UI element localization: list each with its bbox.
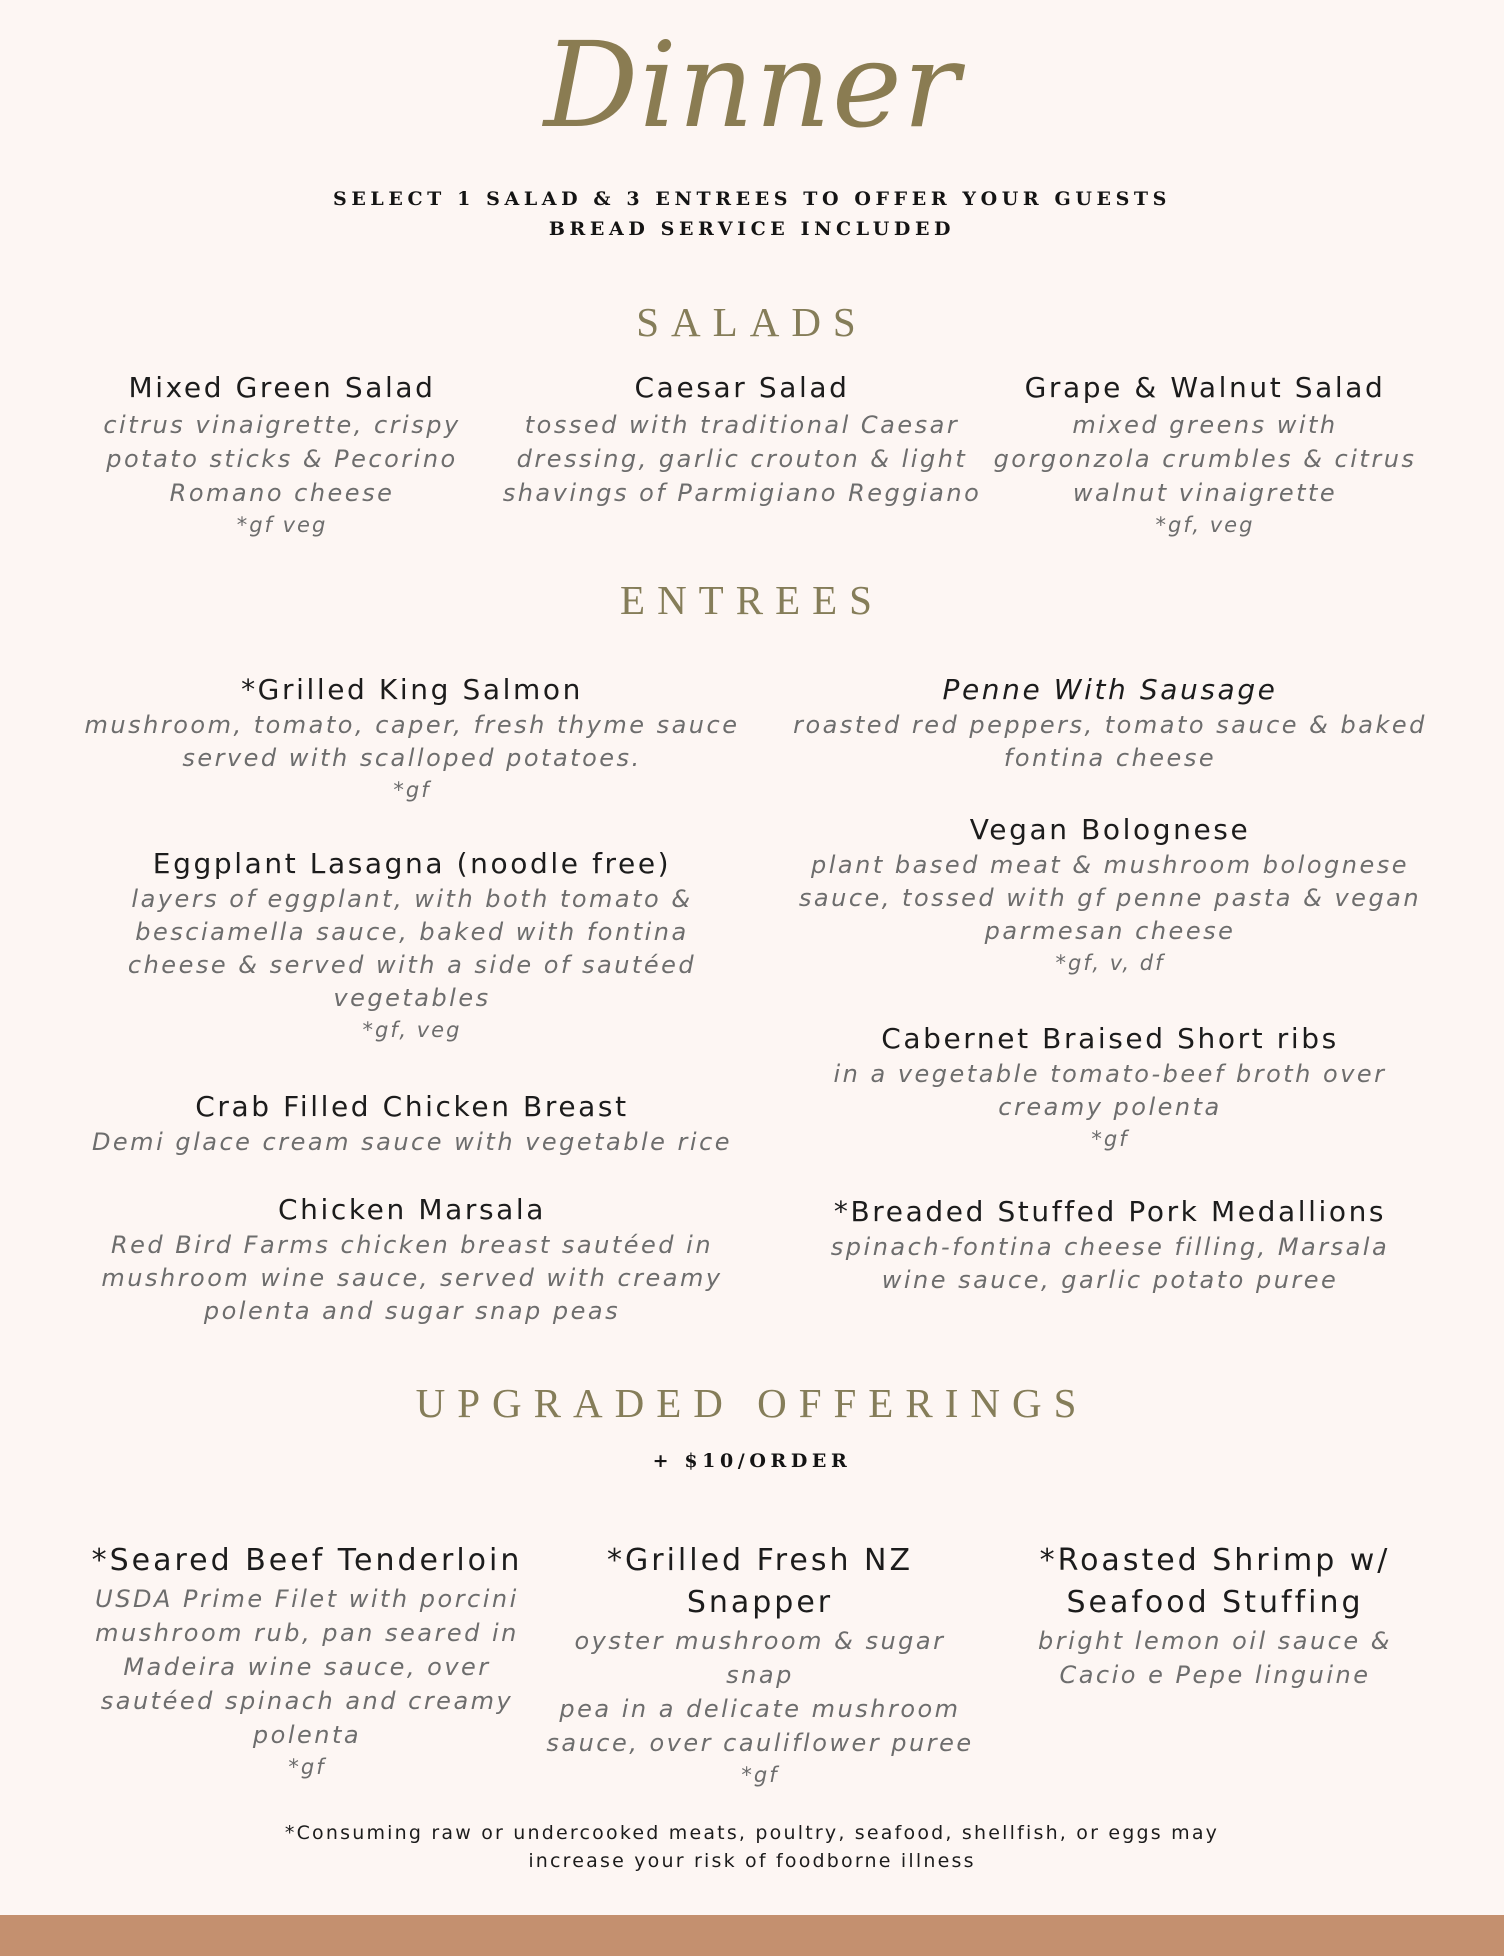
- entree-desc-line: roasted red peppers, tomato sauce & baked: [793, 711, 1427, 739]
- dietary-tag: *gf veg: [236, 513, 328, 537]
- entree-desc-line: fontina cheese: [1003, 744, 1217, 772]
- salad-desc-line: dressing, garlic crouton & light: [516, 445, 968, 473]
- entree-desc-line: mushroom, tomato, caper, fresh thyme sauce: [84, 711, 740, 739]
- dietary-tag: *gf: [288, 1755, 326, 1779]
- salad-item: [502, 368, 982, 510]
- menu-title: Dinner: [543, 16, 961, 154]
- entree-item: [82, 671, 742, 805]
- entree-desc-line: Red Bird Farms chicken breast sautéed in: [110, 1231, 714, 1259]
- entree-name: *Breaded Stuffed Pork Medallions: [833, 1195, 1387, 1228]
- entree-name: *Grilled King Salmon: [241, 673, 583, 706]
- salad-item: [82, 368, 482, 540]
- upgrade-desc-line: mushroom rub, pan seared in: [95, 1619, 519, 1647]
- entree-name: Crab Filled Chicken Breast: [195, 1090, 629, 1123]
- salad-item: [990, 368, 1420, 540]
- dietary-tag: *gf, v, df: [1055, 951, 1165, 975]
- entree-desc-line: spinach-fontina cheese filling, Marsala: [830, 1233, 1390, 1261]
- entree-desc-line: parmesan cheese: [984, 917, 1236, 945]
- entree-desc-line: wine sauce, garlic potato puree: [881, 1266, 1339, 1294]
- salad-desc-line: mixed greens with: [1072, 411, 1338, 439]
- entree-item: [790, 671, 1430, 775]
- upgrade-desc-line: pea in a delicate mushroom: [559, 1695, 961, 1723]
- salad-name: Mixed Green Salad: [128, 371, 436, 404]
- dietary-tag: *gf, veg: [362, 1018, 462, 1042]
- salad-desc-line: gorgonzola crumbles & citrus: [993, 445, 1417, 473]
- upgrade-item: [540, 1540, 980, 1790]
- upgrade-name: Seafood Stuffing: [1066, 1585, 1364, 1620]
- upgrade-name: *Grilled Fresh NZ: [607, 1543, 913, 1578]
- upgrade-desc-line: bright lemon oil sauce &: [1038, 1627, 1392, 1655]
- salad-desc-line: shavings of Parmigiano Reggiano: [502, 479, 982, 507]
- entree-desc-line: vegetables: [333, 984, 491, 1012]
- entree-desc-line: Demi glace cream sauce with vegetable rice: [91, 1128, 733, 1156]
- entree-desc-line: cheese & served with a side of sautéed: [127, 951, 697, 979]
- subtitle-line-2: BREAD SERVICE INCLUDED: [548, 218, 956, 240]
- upgrade-desc-line: Cacio e Pepe linguine: [1059, 1661, 1371, 1689]
- entree-desc-line: plant based meat & mushroom bolognese: [811, 851, 1409, 879]
- entree-desc-line: in a vegetable tomato-beef broth over: [833, 1060, 1387, 1088]
- entree-desc-line: besciamella sauce, baked with fontina: [135, 918, 689, 946]
- upgrade-item: [1000, 1540, 1430, 1692]
- footnote-line-1: *Consuming raw or undercooked meats, poultry, seafood, shellfish, or eggs may: [284, 1822, 1220, 1844]
- upgrade-desc-line: USDA Prime Filet with porcini: [95, 1585, 519, 1613]
- upgrade-name: Snapper: [686, 1585, 834, 1620]
- salad-desc-line: potato sticks & Pecorino: [106, 445, 458, 473]
- bottom-color-bar: [0, 1915, 1504, 1956]
- dietary-tag: *gf: [393, 778, 431, 802]
- upgrade-name: *Roasted Shrimp w/: [1039, 1543, 1391, 1578]
- upgrade-desc-line: polenta: [252, 1721, 362, 1749]
- upgrade-item: [82, 1540, 532, 1782]
- dietary-tag: *gf, veg: [1155, 513, 1255, 537]
- upgrade-desc-line: oyster mushroom & sugar snap: [574, 1627, 946, 1689]
- entree-name: Eggplant Lasagna (noodle free): [152, 847, 672, 880]
- upgrade-price: + $10/ORDER: [652, 1450, 852, 1472]
- salad-desc-line: walnut vinaigrette: [1072, 479, 1338, 507]
- entree-item: [82, 1191, 742, 1328]
- entree-desc-line: layers of eggplant, with both tomato &: [131, 885, 693, 913]
- upgrade-desc-line: Madeira wine sauce, over: [123, 1653, 491, 1681]
- salad-desc-line: Romano cheese: [169, 479, 395, 507]
- entree-name: Penne With Sausage: [942, 673, 1278, 706]
- salads-heading: SALADS: [636, 299, 868, 345]
- dietary-tag: *gf: [741, 1763, 779, 1787]
- entrees-heading: ENTREES: [620, 577, 884, 623]
- subtitle-line-1: SELECT 1 SALAD & 3 ENTREES TO OFFER YOUR GUESTS: [333, 188, 1171, 210]
- salad-desc-line: tossed with traditional Caesar: [524, 411, 960, 439]
- entree-item: [82, 1088, 742, 1159]
- dietary-tag: *gf: [1091, 1127, 1129, 1151]
- entree-item: [790, 1193, 1430, 1297]
- upgrade-desc-line: sautéed spinach and creamy: [100, 1687, 514, 1715]
- entree-item: [790, 1020, 1430, 1154]
- salad-name: Grape & Walnut Salad: [1024, 371, 1386, 404]
- entree-desc-line: polenta and sugar snap peas: [203, 1297, 621, 1325]
- upgraded-heading: UPGRADED OFFERINGS: [415, 1380, 1089, 1426]
- entree-desc-line: creamy polenta: [998, 1093, 1222, 1121]
- entree-desc-line: mushroom wine sauce, served with creamy: [101, 1264, 723, 1292]
- footnote-line-2: increase your risk of foodborne illness: [528, 1850, 976, 1872]
- upgrade-desc-line: sauce, over cauliflower puree: [546, 1729, 974, 1757]
- entree-desc-line: served with scalloped potatoes.: [182, 744, 642, 772]
- entree-desc-line: sauce, tossed with gf penne pasta & vegan: [798, 884, 1422, 912]
- entree-item: [82, 845, 742, 1045]
- entree-item: [790, 811, 1430, 978]
- salad-desc-line: citrus vinaigrette, crispy: [103, 411, 461, 439]
- salad-name: Caesar Salad: [634, 371, 850, 404]
- upgrade-name: *Seared Beef Tenderloin: [91, 1543, 523, 1578]
- food-safety-footnote: [0, 1819, 1504, 1875]
- entree-name: Cabernet Braised Short ribs: [881, 1022, 1339, 1055]
- entree-name: Vegan Bolognese: [969, 813, 1251, 846]
- entree-name: Chicken Marsala: [277, 1193, 547, 1226]
